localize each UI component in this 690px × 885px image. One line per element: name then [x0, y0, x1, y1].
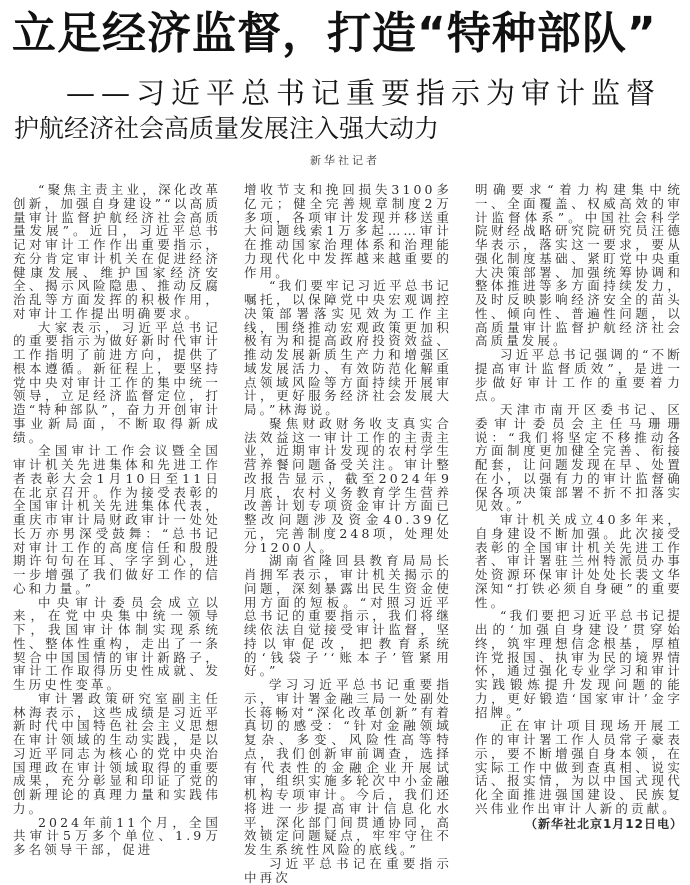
paragraph-continued: 明确要求“着力构建集中统一、全面覆盖、权威高效的审计监督体系”。中国社会科学院财经战略研究院研究员汪德华表示，落实这一要求，要从强化制度基础、紧盯党中央重大决策部署、加强统筹协调和整体推进等多方面持续发力，及时反映影响经济安全的苗头性、倾向性、普遍性问题，以高质量审计监督护航经济社会高质量发展。 — [475, 182, 683, 349]
paragraph: 中央审计委员会成立以来，在党中央集中统一领导下，我国审计体制实现系统性、整体性重构，走出了一条契合中国国情的审计新路子，审计工作取得历史性成就、发生历史性变革。 — [13, 594, 221, 692]
paragraph: “我们要把习近平总书记提出的‘加强自身建设’贯穿始终，筑牢理想信念根基，厚植许党报国、执审为民的境界情怀，通过强化专业学习和审计实践锻炼提升发现问题的能力，更好锻造‘国家审计’金字招牌。” — [475, 608, 683, 720]
paragraph: 习近平总书记强调的“不断提高审计监督质效”，是进一步做好审计工作的重要着力点。 — [475, 347, 683, 404]
paragraph: 学习习近平总书记重要指示，审计署金融三局一处副处长蒋畅对“深化改革创新”有着真切的感受：“针对金融领域复杂、多变、风险性高等特点，我们创新审前调查，选择有代表性的金融企业开展试审，组织实施多轮次中小金融机构专项审计。今后，我们还将进一步提高审计信息化水平，深化部门间贯通协同，高效锁定问题疑点，牢牢守住不发生系统性风险的底线。” — [244, 677, 452, 857]
paragraph: 湖南省隆回县教育局局长肖拥军表示，审计机关揭示的问题，深刻暴露出民生资金使用方面的短板。“对照习近平总书记的重要指示，我们将继续依法自觉接受审计监督，坚持以审促改，把教育系统的‘钱袋子’‘账本子’管紧用好。” — [244, 553, 452, 679]
dateline: （新华社北京1月12日电） — [524, 816, 683, 831]
paragraph: 审计机关成立40多年来，自身建设不断加强。此次接受表彰的全国审计机关先进工作者、审计署驻兰州特派员办事处资源环保审计处处长裴文华深知“打铁必须自身硬”的重要性。 — [475, 512, 683, 610]
article-column-3 — [475, 183, 683, 831]
paragraph: “我们要牢记习近平总书记嘱托，以保障党中央宏观调控决策部署落实见效为工作主线，围绕推动宏观政策更加积极有为和提高政府投资效益、推动发展新质生产力和增强区域发展活力、有效防范化解重点领域风险等方面持续开展审计，更好服务经济社会发展大局。”林海说。 — [244, 278, 452, 417]
headline-subtitle-line1: ——习近平总书记重要指示为审计监督 — [66, 76, 662, 110]
paragraph-continued: 增收节支和挽回损失3100多亿元；健全完善规章制度2万多项，各项审计发现并移送重大问题线索1万多起……审计在推动国家治理体系和治理能力现代化中发挥越来越重要的作用。 — [244, 182, 452, 280]
paragraph: “聚焦主责主业，深化改革创新，加强自身建设”“以高质量审计监督护航经济社会高质量发展”。近日，习近平总书记对审计工作作出重要指示，充分肯定审计机关在促进经济健康发展、维护国家经济安全、揭示风险隐患、推动反腐治乱等方面发挥的积极作用，对审计工作提出明确要求。 — [13, 182, 221, 321]
headline-subtitle-line2: 护航经济社会高质量发展注入强大动力 — [14, 114, 440, 143]
paragraph: 正在审计项目现场开展工作的审计署工作人员常子豪表示，要不断增强自身本领，在实际工作中做到查真相、说实话、报实情，为以中国式现代化全面推进强国建设、民族复兴伟业作出审计人新的贡献。 — [475, 718, 683, 816]
article-column-1 — [13, 183, 221, 857]
paragraph: 习近平总书记在重要指示中再次 — [244, 855, 452, 885]
paragraph: 聚焦财政财务收支真实合法效益这一审计工作的主责主业，近期审计发现的农村学生营养餐问题备受关注。审计整改报告显示，截至2024年9月底，农村义务教育学生营养改善计划专项资金审计方面已整改问题涉及资金40.39亿元，完善制度248项，处理处分1200人。 — [244, 415, 452, 555]
paragraph: 审计署政策研究室副主任林海表示，这些成绩是习近平新时代中国特色社会主义思想在审计领域的生动实践，是以习近平同志为核心的党中央治国理政在审计领域取得的重要成果，充分彰显和印证了党的创新理论的真理力量和实践伟力。 — [13, 690, 221, 816]
paragraph: 大家表示，习近平总书记的重要指示为做好新时代审计工作指明了前进方向，提供了根本遵循。新征程上，要坚持党中央对审计工作的集中统一领导，立足经济监督定位，打造“特种部队”，奋力开创审计事业新局面，不断取得新成绩。 — [13, 319, 221, 445]
article-column-2 — [244, 183, 452, 884]
paragraph: 2024年前11个月，全国共审计5万多个单位、1.9万多名领导干部，促进 — [13, 814, 221, 857]
byline: 新华社记者 — [310, 154, 380, 167]
headline-title: 立足经济监督，打造“特种部队” — [12, 8, 657, 59]
paragraph: 全国审计工作会议暨全国审计机关先进集体和先进工作者表彰大会1月10日至11日在北京召开。作为接受表彰的全国审计机关先进集体代表，重庆市审计局财政审计一处处长万亦男深受鼓舞：“总书记对审计工作的高度信任和殷殷期许句句在耳、字字到心，进一步增强了我们做好工作的信心和力量。” — [13, 443, 221, 596]
paragraph: 天津市南开区委书记、区委审计委员会主任马珊珊说：“我们将坚定不移推动各方面制度更加健全完善、衔接配套，让问题发现在早、处置在小，以强有力的审计监督确保各项决策部署不折不扣落实见效。” — [475, 402, 683, 514]
